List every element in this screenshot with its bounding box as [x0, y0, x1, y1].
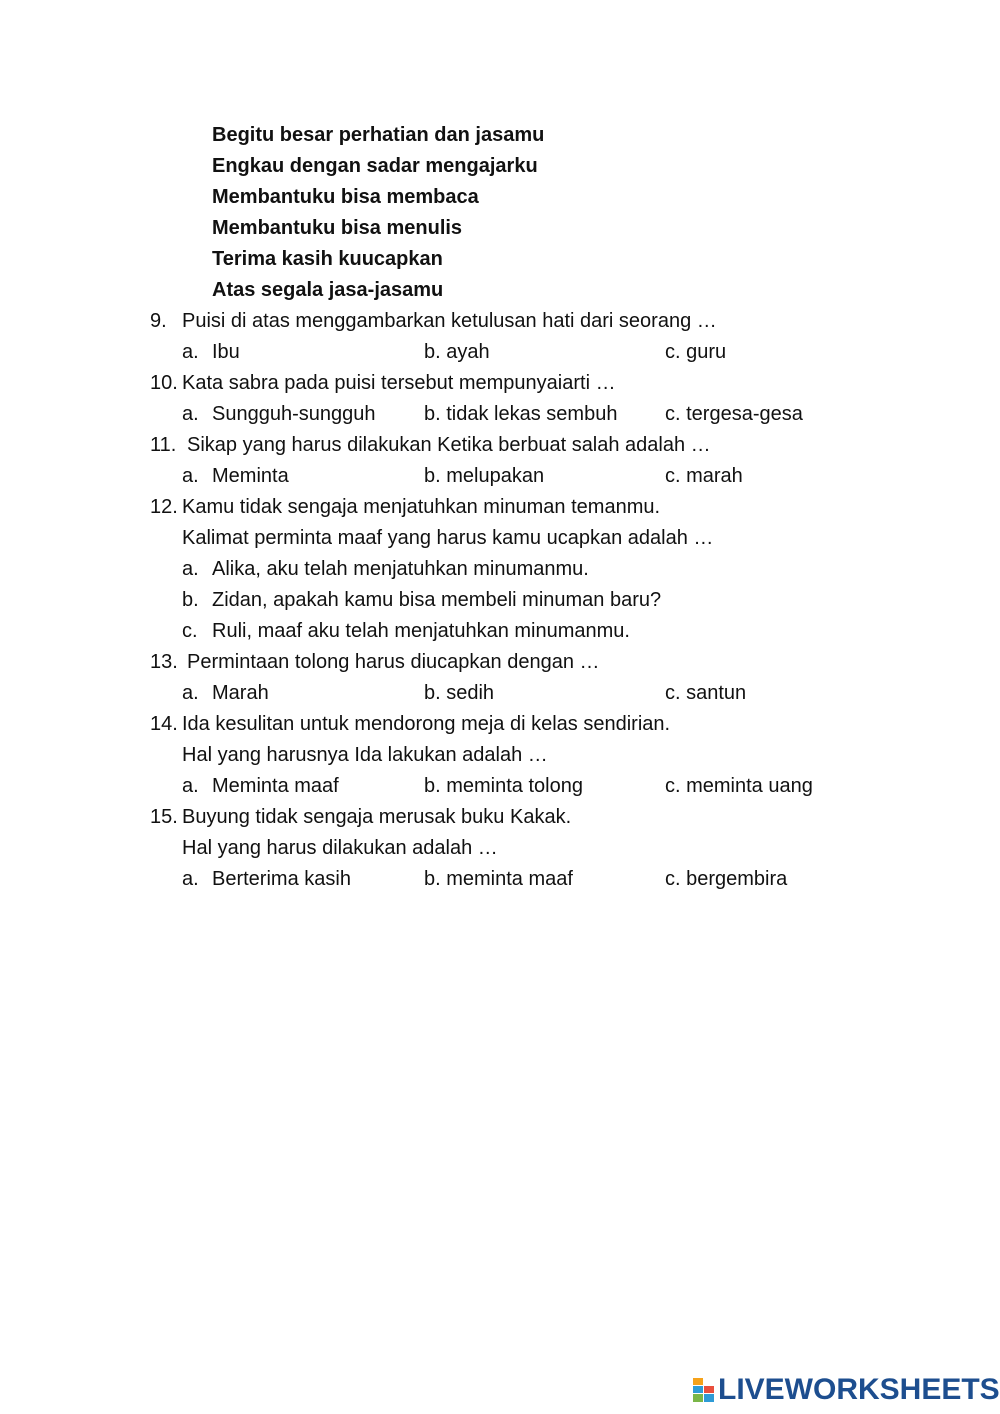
question-14-options	[150, 771, 910, 802]
question-9	[150, 306, 910, 337]
option-a[interactable]: Meminta	[212, 465, 289, 487]
option-a-letter: a.	[182, 403, 199, 425]
question-number: 9.	[150, 310, 167, 332]
question-list	[150, 306, 910, 895]
liveworksheets-branding[interactable]	[692, 1374, 1000, 1406]
option-b[interactable]: b. tidak lekas sembuh	[424, 403, 618, 425]
option-b[interactable]: b. meminta maaf	[424, 868, 573, 890]
option-a[interactable]: Marah	[212, 682, 269, 704]
question-text: Kamu tidak sengaja menjatuhkan minuman temanmu.	[182, 496, 661, 518]
question-10	[150, 368, 910, 399]
question-12-continued	[150, 523, 910, 554]
option-a[interactable]: Berterima kasih	[212, 868, 351, 890]
option-a[interactable]: Meminta maaf	[212, 775, 339, 797]
liveworksheets-logo-icon	[692, 1377, 716, 1403]
question-number: 15.	[150, 806, 178, 828]
question-15-options	[150, 864, 910, 895]
option-a-letter: a.	[182, 341, 199, 363]
option-a-letter: a.	[182, 682, 199, 704]
question-12-option-c[interactable]	[150, 616, 910, 647]
option-a-letter: a.	[182, 868, 199, 890]
option-b[interactable]: b. melupakan	[424, 465, 545, 487]
option-letter: b.	[182, 589, 199, 611]
option-c[interactable]: c. tergesa-gesa	[665, 403, 803, 425]
question-text: Ida kesulitan untuk mendorong meja di kelas sendirian.	[182, 713, 671, 735]
question-number: 11.	[150, 434, 177, 456]
option-c[interactable]: c. marah	[665, 465, 743, 487]
question-text-continued: Kalimat perminta maaf yang harus kamu ucapkan adalah …	[182, 527, 714, 549]
question-text-continued: Hal yang harus dilakukan adalah …	[182, 837, 498, 859]
option-text[interactable]: Ruli, maaf aku telah menjatuhkan minumanmu.	[212, 620, 630, 642]
question-9-options	[150, 337, 910, 368]
poem-line: Membantuku bisa menulis	[212, 217, 463, 239]
poem-line: Begitu besar perhatian dan jasamu	[212, 124, 545, 146]
question-12-option-a[interactable]	[150, 554, 910, 585]
option-c[interactable]: c. bergembira	[665, 868, 788, 890]
question-number: 14.	[150, 713, 178, 735]
question-number: 10.	[150, 372, 178, 394]
question-number: 13.	[150, 651, 178, 673]
option-c[interactable]: c. guru	[665, 341, 727, 363]
poem-line: Terima kasih kuucapkan	[212, 248, 443, 270]
option-text[interactable]: Alika, aku telah menjatuhkan minumanmu.	[212, 558, 589, 580]
question-text: Sikap yang harus dilakukan Ketika berbuat salah adalah …	[187, 434, 711, 456]
option-c[interactable]: c. meminta uang	[665, 775, 813, 797]
liveworksheets-wordmark: LIVEWORKSHEETS	[718, 1373, 1000, 1406]
option-a[interactable]: Sungguh-sungguh	[212, 403, 376, 425]
question-number: 12.	[150, 496, 178, 518]
option-b[interactable]: b. ayah	[424, 341, 490, 363]
question-text: Permintaan tolong harus diucapkan dengan …	[187, 651, 600, 673]
question-12	[150, 492, 910, 523]
question-15-continued	[150, 833, 910, 864]
question-text: Buyung tidak sengaja merusak buku Kakak.	[182, 806, 572, 828]
poem-line: Atas segala jasa-jasamu	[212, 279, 444, 301]
option-b[interactable]: b. sedih	[424, 682, 495, 704]
question-text-continued: Hal yang harusnya Ida lakukan adalah …	[182, 744, 548, 766]
question-text: Puisi di atas menggambarkan ketulusan hati dari seorang …	[182, 310, 717, 332]
option-b[interactable]: b. meminta tolong	[424, 775, 583, 797]
poem-block	[212, 120, 544, 306]
question-15	[150, 802, 910, 833]
option-a-letter: a.	[182, 775, 199, 797]
poem-line: Engkau dengan sadar mengajarku	[212, 155, 538, 177]
question-14	[150, 709, 910, 740]
option-a[interactable]: Ibu	[212, 341, 240, 363]
question-14-continued	[150, 740, 910, 771]
option-letter: c.	[182, 620, 198, 642]
question-13-options	[150, 678, 910, 709]
question-12-option-b[interactable]	[150, 585, 910, 616]
question-text: Kata sabra pada puisi tersebut mempunyaiarti …	[182, 372, 616, 394]
question-13	[150, 647, 910, 678]
question-11	[150, 430, 910, 461]
option-text[interactable]: Zidan, apakah kamu bisa membeli minuman baru?	[212, 589, 662, 611]
option-c[interactable]: c. santun	[665, 682, 747, 704]
poem-line: Membantuku bisa membaca	[212, 186, 479, 208]
option-a-letter: a.	[182, 465, 199, 487]
question-10-options	[150, 399, 910, 430]
question-11-options	[150, 461, 910, 492]
option-letter: a.	[182, 558, 199, 580]
